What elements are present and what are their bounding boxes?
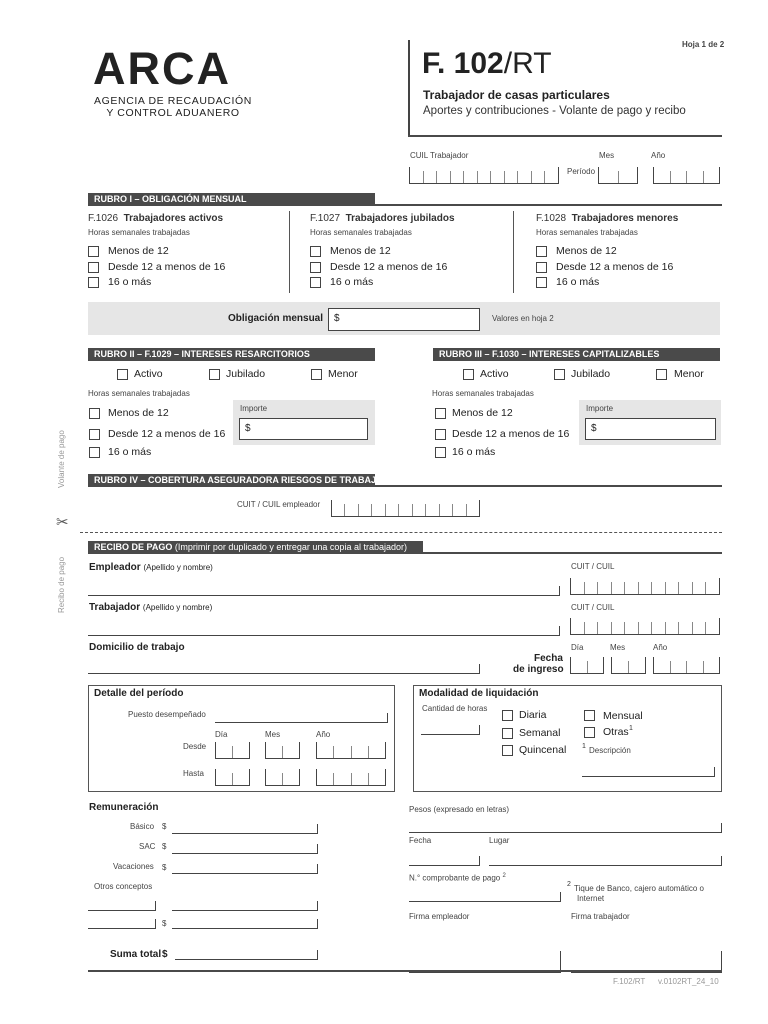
descripcion-mark: 1 <box>582 743 586 750</box>
obligacion-input[interactable] <box>328 308 480 331</box>
checkbox[interactable] <box>435 447 446 458</box>
option-label: Menos de 12 <box>108 407 169 419</box>
checkbox[interactable] <box>435 429 446 440</box>
periodo-title: Detalle del período <box>94 688 184 699</box>
puesto-input[interactable] <box>215 713 388 723</box>
option-label: 16 o más <box>556 276 600 288</box>
checkbox[interactable] <box>88 277 99 288</box>
header-rule <box>408 135 722 137</box>
checkbox[interactable] <box>209 369 220 380</box>
type-label: Jubilado <box>571 368 611 380</box>
vacaciones-label: Vacaciones <box>113 862 154 871</box>
checkbox[interactable] <box>502 745 513 756</box>
importe-label: Importe <box>240 404 268 413</box>
checkbox[interactable] <box>310 262 321 273</box>
trabajador-hint: (Apellido y nombre) <box>142 603 213 612</box>
cuit-cuil-label: CUIT / CUIL <box>571 562 615 571</box>
hasta-dia[interactable] <box>215 769 250 786</box>
puesto-label: Puesto desempeñado <box>128 710 206 719</box>
rubro2-importe-input[interactable] <box>239 418 368 440</box>
cuit-empleador-input[interactable] <box>331 500 480 517</box>
remuneracion-title: Remuneración <box>89 802 159 813</box>
periodo-anio-input[interactable] <box>653 167 720 184</box>
checkbox[interactable] <box>88 246 99 257</box>
footnote-mark: 1 <box>629 725 633 732</box>
rubro3-header: RUBRO III – F.1030 – INTERESES CAPITALIZABLES <box>433 348 720 361</box>
obligacion-label: Obligación mensual <box>228 313 324 324</box>
empleador-text: Empleador <box>89 562 141 573</box>
desde-anio[interactable] <box>316 742 386 759</box>
currency-sign: $ <box>162 949 168 960</box>
mes-label: Mes <box>265 730 281 739</box>
otros-concepto-2-name[interactable] <box>88 919 156 929</box>
checkbox[interactable] <box>554 369 565 380</box>
checkbox[interactable] <box>89 447 100 458</box>
cut-line <box>80 532 722 533</box>
form-code <box>422 48 552 80</box>
empleador-cuit-input[interactable] <box>570 578 720 595</box>
checkbox[interactable] <box>310 277 321 288</box>
agency-logo <box>93 43 258 121</box>
currency-sign: $ <box>591 423 597 434</box>
fecha-ingreso-line2: de ingreso <box>513 664 564 675</box>
rubro3-importe-input[interactable] <box>585 418 716 440</box>
option-label: Desde 12 a menos de 16 <box>330 261 448 273</box>
dia-label: Día <box>215 730 228 739</box>
checkbox[interactable] <box>435 408 446 419</box>
periodo-label: Período <box>567 167 596 176</box>
currency-sign: $ <box>334 313 340 324</box>
checkbox[interactable] <box>584 710 595 721</box>
currency-sign: $ <box>162 822 167 831</box>
cuil-trabajador-label: CUIL Trabajador <box>410 151 469 160</box>
recibo-header <box>88 541 423 554</box>
sac-input[interactable] <box>172 844 318 854</box>
importe-label: Importe <box>586 404 614 413</box>
type-label: Jubilado <box>226 368 266 380</box>
cantidad-horas-input[interactable] <box>421 725 480 735</box>
basico-label: Básico <box>130 822 155 831</box>
fecha-input[interactable] <box>409 856 480 866</box>
anio-label: Año <box>651 151 666 160</box>
comprobante-input[interactable] <box>409 892 561 902</box>
descripcion-input[interactable] <box>582 767 715 777</box>
cuit-cuil-label: CUIT / CUIL <box>571 603 615 612</box>
lugar-label: Lugar <box>489 836 510 845</box>
firma-empleador-label: Firma empleador <box>409 912 470 921</box>
checkbox[interactable] <box>310 246 321 257</box>
recibo-side-label: Recibo de pago <box>57 556 66 613</box>
currency-sign: $ <box>162 919 167 928</box>
fecha-ingreso-anio[interactable] <box>653 657 720 674</box>
trabajador-cuit-input[interactable] <box>570 618 720 635</box>
domicilio-input[interactable] <box>88 664 480 674</box>
otros-concepto-1-name[interactable] <box>88 901 156 911</box>
checkbox[interactable] <box>311 369 322 380</box>
modalidad-title: Modalidad de liquidación <box>419 688 539 699</box>
modalidad-option: Otras <box>603 726 629 738</box>
logo-text: ARCA <box>93 43 231 94</box>
col-code: F.1028 <box>536 213 567 224</box>
volante-side-label: Volante de pago <box>57 430 66 488</box>
rubro3-sub: Horas semanales trabajadas <box>432 389 534 398</box>
checkbox[interactable] <box>88 262 99 273</box>
column-divider <box>513 211 514 293</box>
sac-label: SAC <box>139 842 156 851</box>
desde-mes[interactable] <box>265 742 300 759</box>
option-label: Menos de 12 <box>556 245 617 257</box>
pesos-letras-label: Pesos (expresado en letras) <box>409 805 510 814</box>
ticket-note-line1: Tique de Banco, cajero automático o <box>574 884 705 893</box>
ticket-mark: 2 <box>567 881 571 888</box>
col-code: F.1026 <box>88 213 119 224</box>
hasta-anio[interactable] <box>316 769 386 786</box>
checkbox[interactable] <box>89 429 100 440</box>
checkbox[interactable] <box>536 246 547 257</box>
firma-trabajador-label: Firma trabajador <box>571 912 630 921</box>
hasta-label: Hasta <box>183 769 204 778</box>
option-label: Menos de 12 <box>108 245 169 257</box>
otros-concepto-1-value[interactable] <box>172 901 318 911</box>
recibo-title: RECIBO DE PAGO <box>94 542 173 552</box>
footer-rule <box>88 970 722 972</box>
rubro2-header: RUBRO II – F.1029 – INTERESES RESARCITORIOS <box>88 348 375 361</box>
checkbox[interactable] <box>502 728 513 739</box>
pesos-letras-input[interactable] <box>409 823 722 833</box>
cuit-empleador-label: CUIT / CUIL empleador <box>237 500 321 509</box>
basico-input[interactable] <box>172 824 318 834</box>
footer-code: F.102/RT <box>613 977 646 986</box>
empleador-hint: (Apellido y nombre) <box>143 563 213 572</box>
agency-name-line1: AGENCIA DE RECAUDACIÓN <box>94 95 252 107</box>
anio-label: Año <box>316 730 331 739</box>
option-label: 16 o más <box>108 276 152 288</box>
otros-concepto-2-value[interactable] <box>172 919 318 929</box>
col-sub: Horas semanales trabajadas <box>536 228 638 237</box>
column-divider <box>289 211 290 293</box>
rubro1-rule <box>375 204 722 206</box>
recibo-title-note: (Imprimir por duplicado y entregar una copia al trabajador) <box>174 542 407 552</box>
col-title: Trabajadores jubilados <box>345 213 455 224</box>
option-label: 16 o más <box>108 446 152 458</box>
type-label: Activo <box>134 368 163 380</box>
cuil-trabajador-input[interactable] <box>409 167 559 184</box>
empleador-label <box>89 562 213 574</box>
rubro2-sub: Horas semanales trabajadas <box>88 389 190 398</box>
rubro4-header: RUBRO IV – COBERTURA ASEGURADORA RIESGOS DE TRABAJO <box>88 474 375 487</box>
anio-label: Año <box>653 643 668 652</box>
col-sub: Horas semanales trabajadas <box>310 228 412 237</box>
checkbox[interactable] <box>536 262 547 273</box>
col-sub: Horas semanales trabajadas <box>88 228 190 237</box>
fecha-ingreso-dia[interactable] <box>570 657 604 674</box>
otros-conceptos-label: Otros conceptos <box>94 882 153 891</box>
option-label: 16 o más <box>452 446 496 458</box>
checkbox[interactable] <box>536 277 547 288</box>
col-code: F.1027 <box>310 213 341 224</box>
cantidad-horas-label: Cantidad de horas <box>422 704 488 713</box>
valores-note: Valores en hoja 2 <box>492 314 554 323</box>
modalidad-option: Diaria <box>519 709 547 721</box>
fecha-ingreso-mes[interactable] <box>611 657 646 674</box>
col-title: Trabajadores activos <box>123 213 224 224</box>
footer-version: v.0102RT_24_10 <box>658 977 719 986</box>
comprobante-text: N.° comprobante de pago <box>409 873 501 883</box>
rubro1-header: RUBRO I – OBLIGACIÓN MENSUAL <box>88 193 375 206</box>
ticket-note-line2: Internet <box>577 894 605 903</box>
page-indicator: Hoja 1 de 2 <box>682 40 725 49</box>
currency-sign: $ <box>162 863 167 872</box>
rubro4-rule <box>375 485 722 487</box>
checkbox[interactable] <box>656 369 667 380</box>
option-label: Menos de 12 <box>330 245 391 257</box>
option-label: Desde 12 a menos de 16 <box>556 261 674 273</box>
agency-name-line2: Y CONTROL ADUANERO <box>106 107 240 119</box>
form-suffix: /RT <box>503 47 552 80</box>
option-label: 16 o más <box>330 276 374 288</box>
scissors-icon: ✂ <box>56 514 69 531</box>
modalidad-option: Semanal <box>519 727 561 739</box>
fecha-label: Fecha <box>409 836 432 845</box>
mes-label: Mes <box>610 643 626 652</box>
currency-sign: $ <box>162 842 167 851</box>
option-label: Desde 12 a menos de 16 <box>108 428 226 440</box>
domicilio-label: Domicilio de trabajo <box>89 642 185 653</box>
comprobante-mark: 2 <box>502 873 506 879</box>
option-label: Desde 12 a menos de 16 <box>108 261 226 273</box>
recibo-rule <box>423 552 722 554</box>
option-label: Menos de 12 <box>452 407 513 419</box>
hasta-mes[interactable] <box>265 769 300 786</box>
mes-label: Mes <box>599 151 615 160</box>
checkbox[interactable] <box>502 710 513 721</box>
type-label: Menor <box>328 368 358 380</box>
checkbox[interactable] <box>117 369 128 380</box>
suma-total-input[interactable] <box>175 950 318 960</box>
comprobante-label <box>409 873 506 883</box>
checkbox[interactable] <box>89 408 100 419</box>
vacaciones-input[interactable] <box>172 864 318 874</box>
modalidad-option: Quincenal <box>519 744 567 756</box>
option-label: Desde 12 a menos de 16 <box>452 428 570 440</box>
trabajador-label <box>89 602 212 614</box>
type-label: Activo <box>480 368 509 380</box>
periodo-mes-input[interactable] <box>598 167 638 184</box>
form-number: F. 102 <box>422 47 504 80</box>
form-subtitle: Trabajador de casas particulares <box>423 88 610 102</box>
trabajador-input[interactable] <box>88 626 560 636</box>
lugar-input[interactable] <box>489 856 722 866</box>
form-description: Aportes y contribuciones - Volante de pago y recibo <box>423 105 686 117</box>
fecha-ingreso-line1: Fecha <box>534 653 563 664</box>
empleador-input[interactable] <box>88 586 560 596</box>
modalidad-option: Mensual <box>603 710 643 722</box>
checkbox[interactable] <box>463 369 474 380</box>
header-divider <box>408 40 410 135</box>
currency-sign: $ <box>245 423 251 434</box>
dia-label: Día <box>571 643 584 652</box>
checkbox[interactable] <box>584 727 595 738</box>
col-title: Trabajadores menores <box>571 213 679 224</box>
desde-dia[interactable] <box>215 742 250 759</box>
type-label: Menor <box>674 368 704 380</box>
descripcion-label: Descripción <box>589 746 631 755</box>
suma-total-label: Suma total <box>110 949 162 960</box>
trabajador-text: Trabajador <box>89 602 141 613</box>
desde-label: Desde <box>183 742 207 751</box>
